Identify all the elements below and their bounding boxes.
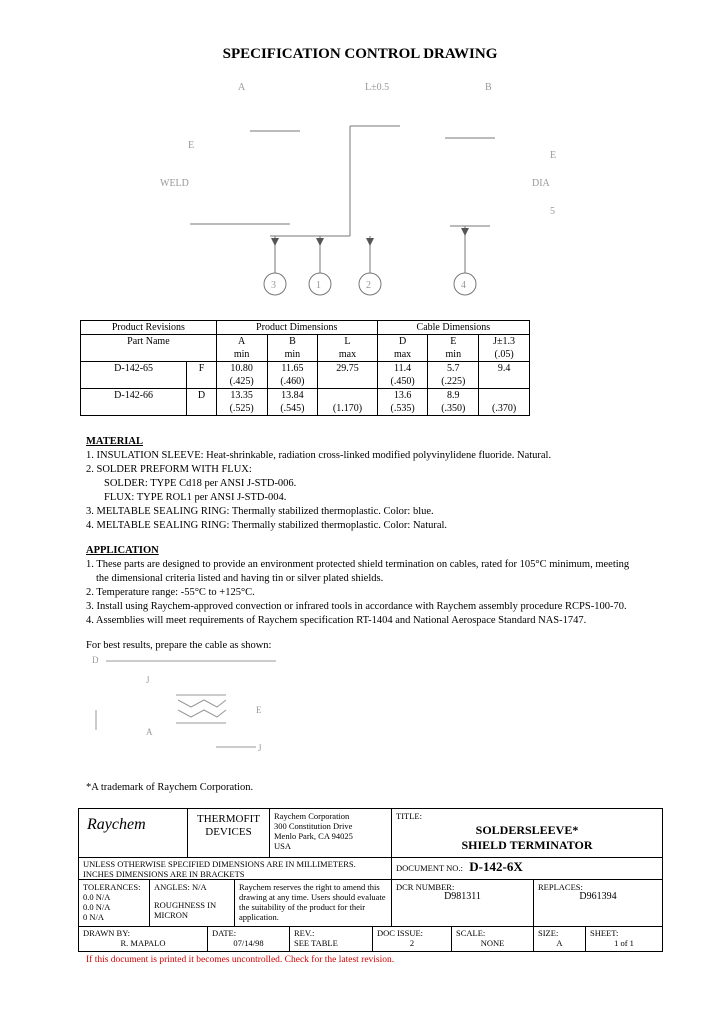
- cell: 10.80: [216, 362, 267, 376]
- material-line: SOLDER: TYPE Cd18 per ANSI J-STD-006.: [104, 478, 297, 489]
- cell: 8.9: [428, 389, 479, 403]
- drawn-by-label: DRAWN BY:: [83, 928, 130, 938]
- roughness: ROUGHNESS IN: [154, 900, 217, 910]
- cell: (1.170): [318, 402, 377, 416]
- title-cell: [391, 808, 663, 858]
- material-line: 4. MELTABLE SEALING RING: Thermally stabilized thermoplastic. Color: Natural.: [86, 520, 448, 531]
- roughness: MICRON: [154, 910, 189, 920]
- application-line: 3. Install using Raychem-approved convection or infrared tools in accordance with Raychem assembly procedure RCPS-100-70.: [86, 601, 627, 612]
- cell: 29.75: [318, 362, 377, 376]
- sheet-label: SHEET:: [590, 928, 619, 938]
- units-note-cell: [78, 857, 392, 880]
- doc-title-line: SHIELD TERMINATOR: [461, 838, 593, 852]
- uncontrolled-warning: If this document is printed it becomes uncontrolled. Check for the latest revision.: [86, 955, 395, 965]
- cell: 11.65: [267, 362, 318, 376]
- callout-2: 2: [366, 280, 371, 291]
- dim-label-e-right: E: [550, 150, 557, 161]
- tolerance-line: 0 N/A: [83, 912, 105, 922]
- units-note: UNLESS OTHERWISE SPECIFIED DIMENSIONS ARE IN MILLIMETERS.: [83, 859, 356, 869]
- doc-issue-label: DOC ISSUE:: [377, 928, 424, 938]
- table-header: Cable Dimensions: [377, 321, 529, 335]
- material-line: FLUX: TYPE ROL1 per ANSI J-STD-004.: [104, 492, 287, 503]
- doc-no-label: DOCUMENT NO.:: [396, 863, 463, 873]
- rights-note: Raychem reserves the right to amend this drawing at any time. Users should evaluate the suitability of the product for their application.: [239, 882, 386, 922]
- devices-line: THERMOFIT: [197, 813, 260, 825]
- rev-cell: [289, 926, 373, 952]
- prep-mark-a: A: [146, 727, 153, 737]
- material-line: 3. MELTABLE SEALING RING: Thermally stabilized thermoplastic. Color: blue.: [86, 506, 434, 517]
- col-letter: A: [216, 335, 267, 349]
- logo-cell: [78, 808, 188, 858]
- cell: (.450): [377, 375, 428, 389]
- company-cell: [269, 808, 392, 858]
- company-line: Menlo Park, CA 94025: [274, 831, 353, 841]
- material-line: 1. INSULATION SLEEVE: Heat-shrinkable, radiation cross-linked modified polyvinylidene fluoride. Natural.: [86, 450, 552, 461]
- application-line: 2. Temperature range: -55°C to +125°C.: [86, 587, 255, 598]
- product-drawing: [150, 76, 580, 301]
- part-rev: F: [187, 362, 217, 376]
- prep-label: For best results, prepare the cable as shown:: [86, 640, 272, 651]
- sheet-cell: [585, 926, 663, 952]
- col-letter: L: [318, 335, 377, 349]
- cell: (.370): [479, 402, 530, 416]
- doc-no-cell: [391, 857, 663, 880]
- cell: [479, 389, 530, 403]
- prep-mark-e: E: [256, 705, 262, 715]
- cell: (.225): [428, 375, 479, 389]
- part-name: D-142-65: [81, 362, 187, 376]
- col-letter: E: [428, 335, 479, 349]
- rights-cell: [234, 879, 392, 927]
- dim-label-a: A: [238, 82, 246, 93]
- cell: [318, 375, 377, 389]
- callout-4: 4: [461, 280, 466, 291]
- cell: (.525): [216, 402, 267, 416]
- replaces-label: REPLACES:: [538, 882, 583, 892]
- material-section: [86, 435, 551, 533]
- dim-label-dia: DIA: [532, 178, 550, 189]
- callout-1: 1: [316, 280, 321, 291]
- date: 07/14/98: [233, 938, 264, 948]
- cell: 13.84: [267, 389, 318, 403]
- table-header: Product Dimensions: [216, 321, 377, 335]
- dcr-cell: [391, 879, 534, 927]
- col-letter: J±1.3: [479, 335, 530, 349]
- tolerance-line: 0.0 N/A: [83, 902, 111, 912]
- replaces-cell: [533, 879, 663, 927]
- table-row: [81, 362, 530, 376]
- raychem-logo: Raychem: [87, 816, 146, 833]
- dim-label-e-left: E: [188, 140, 195, 151]
- drawn-by: R. MAPALO: [120, 938, 166, 948]
- cell: (.350): [428, 402, 479, 416]
- devices-cell: [187, 808, 270, 858]
- dim-label-l: L±0.5: [365, 82, 390, 93]
- cell: 13.35: [216, 389, 267, 403]
- angles-cell: [149, 879, 235, 927]
- col-sub: min: [216, 348, 267, 362]
- sheet: 1 of 1: [614, 938, 634, 948]
- cell: 9.4: [479, 362, 530, 376]
- dim-label-weld: WELD: [160, 178, 189, 189]
- dcr-label: DCR NUMBER:: [396, 882, 455, 892]
- doc-issue: 2: [409, 938, 415, 948]
- company-line: 300 Constitution Drive: [274, 821, 353, 831]
- table-row: [81, 389, 530, 403]
- col-letter: B: [267, 335, 318, 349]
- material-line: 2. SOLDER PREFORM WITH FLUX:: [86, 464, 252, 475]
- doc-issue-cell: [372, 926, 452, 952]
- footnote: *A trademark of Raychem Corporation.: [86, 782, 254, 793]
- application-section: [86, 544, 629, 628]
- table-row: [81, 402, 530, 416]
- application-line: 4. Assemblies will meet requirements of Raychem specification RT-1404 and National Aerospace Standard NAS-1747.: [86, 615, 587, 626]
- col-sub: min: [267, 348, 318, 362]
- angles: ANGLES: N/A: [154, 882, 207, 892]
- tolerance-line: TOLERANCES:: [83, 882, 141, 892]
- table-header: Part Name: [81, 335, 217, 349]
- prep-mark-j: J: [146, 675, 150, 685]
- col-sub: (.05): [479, 348, 530, 362]
- cable-prep-diagram: [86, 655, 306, 755]
- col-sub: min: [428, 348, 479, 362]
- part-name: D-142-66: [81, 389, 187, 403]
- size: A: [556, 938, 563, 948]
- scale-label: SCALE:: [456, 928, 486, 938]
- page-title: SPECIFICATION CONTROL DRAWING: [222, 46, 498, 62]
- company-line: Raychem Corporation: [274, 811, 350, 821]
- dim-label-5: 5: [550, 206, 555, 217]
- cell: 13.6: [377, 389, 428, 403]
- dimensions-table: [80, 320, 530, 416]
- col-letter: D: [377, 335, 428, 349]
- col-sub: max: [318, 348, 377, 362]
- size-label: SIZE:: [538, 928, 559, 938]
- cell: (.460): [267, 375, 318, 389]
- application-line: the dimensional criteria listed and having tin or silver plated shields.: [96, 573, 384, 584]
- tolerances-cell: [78, 879, 150, 927]
- table-header: Product Revisions: [81, 321, 217, 335]
- title-label: TITLE:: [396, 811, 422, 821]
- devices-line: DEVICES: [205, 826, 252, 838]
- material-heading: MATERIAL: [86, 436, 143, 447]
- units-note: INCHES DIMENSIONS ARE IN BRACKETS: [83, 869, 245, 879]
- rev-label: REV.:: [294, 928, 315, 938]
- drawn-by-cell: [78, 926, 208, 952]
- cell: (.425): [216, 375, 267, 389]
- size-cell: [533, 926, 586, 952]
- cell: (.545): [267, 402, 318, 416]
- callout-3: 3: [271, 280, 276, 291]
- dcr-number: D981311: [444, 891, 481, 902]
- cell: (.535): [377, 402, 428, 416]
- prep-mark-j2: J: [258, 743, 262, 753]
- dim-label-b: B: [485, 82, 492, 93]
- scale: NONE: [480, 938, 505, 948]
- cell: [479, 375, 530, 389]
- date-cell: [207, 926, 290, 952]
- table-row: [81, 375, 530, 389]
- cell: [318, 389, 377, 403]
- replaces-number: D961394: [579, 891, 617, 902]
- doc-no: D-142-6X: [469, 859, 523, 874]
- application-line: 1. These parts are designed to provide an environment protected shield termination on cables, rated for 105°C minimum, meeting: [86, 559, 630, 570]
- rev: SEE TABLE: [294, 938, 338, 948]
- cell: 5.7: [428, 362, 479, 376]
- date-label: DATE:: [212, 928, 237, 938]
- scale-cell: [451, 926, 534, 952]
- col-sub: max: [377, 348, 428, 362]
- application-heading: APPLICATION: [86, 545, 159, 556]
- tolerance-line: 0.0 N/A: [83, 892, 111, 902]
- doc-title-line: SOLDERSLEEVE*: [475, 823, 579, 837]
- cell: 11.4: [377, 362, 428, 376]
- company-line: USA: [274, 841, 292, 851]
- prep-mark-d: D: [92, 655, 99, 665]
- part-rev: D: [187, 389, 217, 403]
